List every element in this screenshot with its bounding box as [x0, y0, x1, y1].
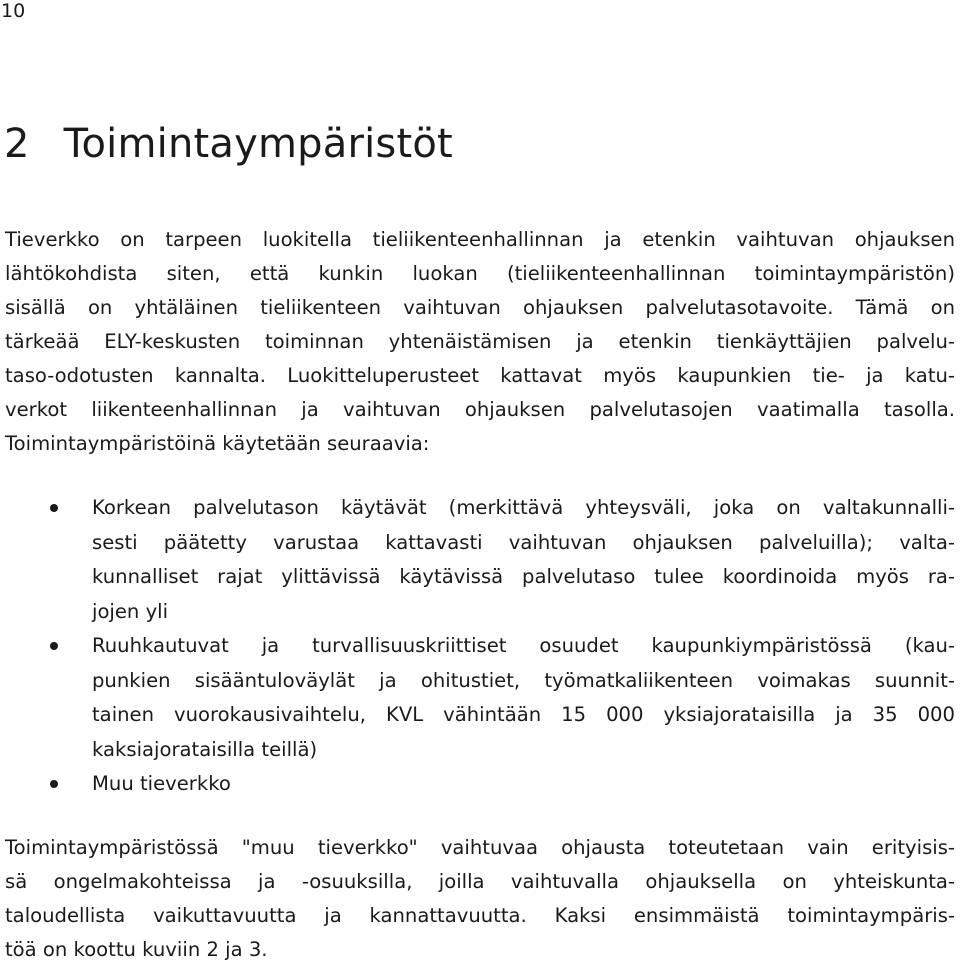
bullet-icon: [50, 780, 58, 788]
intro-paragraph: [5, 223, 955, 461]
closing-paragraph: [5, 831, 955, 967]
list-item-line: sesti päätetty varustaa kattavasti vaihtuvan ohjauksen palveluilla); valta-: [92, 530, 955, 554]
paragraph-line: taso-odotusten kannalta. Luokitteluperusteet kattavat myös kaupunkien tie- ja katu-: [5, 364, 955, 387]
paragraph-line: sä ongelmakohteissa ja -osuuksilla, joilla vaihtuvalla ohjauksella on yhteiskunta-: [5, 870, 955, 893]
section-heading: [4, 118, 453, 170]
list-item: [5, 629, 955, 767]
paragraph-line: Tieverkko on tarpeen luokitella tieliikenteenhallinnan ja etenkin vaihtuvan ohjauksen: [5, 228, 955, 251]
list-item-line: kunnalliset rajat ylittävissä käytävissä palvelutaso tulee koordinoida myös ra-: [92, 565, 955, 588]
list-item-line: jojen yli: [92, 599, 169, 623]
paragraph-line: lähtökohdista siten, että kunkin luokan (tieliikenteenhallinnan toimintaympäristön): [5, 262, 955, 285]
list-item: [5, 767, 955, 802]
paragraph-line: taloudellista vaikuttavuutta ja kannattavuutta. Kaksi ensimmäistä toimintaympäris-: [5, 904, 955, 927]
list-item-line: tainen vuorokausivaihtelu, KVL vähintään 15 000 yksiajorataisilla ja 35 000: [92, 703, 955, 726]
section-title: Toimintaympäristöt: [63, 121, 453, 167]
bullet-icon: [50, 504, 58, 512]
list-item-line: Korkean palvelutason käytävät (merkittävä yhteysväli, joka on valtakunnalli-: [92, 496, 955, 519]
section-number: 2: [4, 121, 30, 167]
environment-list: [5, 491, 955, 802]
list-item-line: Ruuhkautuvat ja turvallisuuskriittiset osuudet kaupunkiympäristössä (kau-: [92, 634, 955, 657]
paragraph-line: verkot liikenteenhallinnan ja vaihtuvan ohjauksen palvelutasojen vaatimalla tasolla.: [5, 398, 955, 421]
paragraph-line: Toimintaympäristössä "muu tieverkko" vaihtuvaa ohjausta toteutetaan vain erityisis-: [5, 836, 955, 859]
paragraph-line: Toimintaympäristöinä käytetään seuraavia:: [5, 432, 430, 455]
paragraph-line: sisällä on yhtäläinen tieliikenteen vaihtuvan ohjauksen palvelutasotavoite. Tämä on: [5, 296, 955, 319]
paragraph-line: tärkeää ELY-keskusten toiminnan yhtenäistämisen ja etenkin tienkäyttäjien palvelu-: [5, 330, 955, 353]
list-item-line: kaksiajorataisilla teillä): [92, 737, 318, 761]
bullet-icon: [50, 642, 58, 650]
list-item-line: punkien sisääntuloväylät ja ohitustiet, työmatkaliikenteen voimakas suunnit-: [92, 668, 955, 692]
list-item: [5, 491, 955, 629]
list-item-line: Muu tieverkko: [92, 772, 231, 795]
paragraph-line: töä on koottu kuviin 2 ja 3.: [5, 938, 268, 961]
page-number: 10: [1, 0, 26, 22]
